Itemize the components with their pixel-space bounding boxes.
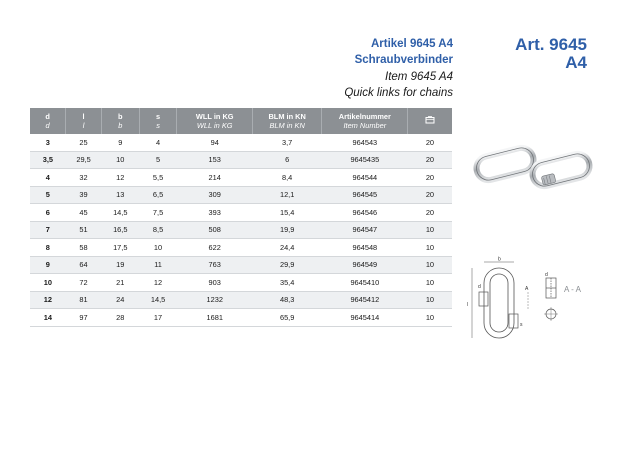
table-cell: 14,5 (101, 204, 139, 222)
table-cell: 6 (30, 204, 66, 222)
table-cell: 964548 (322, 239, 408, 257)
table-cell: 10 (408, 221, 452, 239)
table-cell: 508 (177, 221, 253, 239)
table-cell: 9645412 (322, 291, 408, 309)
col-header-wll: WLL in KG WLL in KG (177, 108, 253, 134)
table-cell: 5,5 (139, 169, 177, 187)
table-cell: 97 (66, 309, 102, 327)
table-cell: 7 (30, 221, 66, 239)
quick-link-left (474, 145, 536, 182)
table-cell: 39 (66, 186, 102, 204)
col-header-l: l l (66, 108, 102, 134)
table-cell: 51 (66, 221, 102, 239)
table-cell: 12 (139, 274, 177, 292)
col-header-d: d d (30, 108, 66, 134)
table-cell: 14 (30, 309, 66, 327)
table-cell: 214 (177, 169, 253, 187)
table-cell: 5 (139, 151, 177, 169)
table-cell: 9645414 (322, 309, 408, 327)
table-cell: 964546 (322, 204, 408, 222)
dim-l-label: l (467, 302, 469, 308)
link-front-view (479, 268, 518, 338)
table-cell: 964544 (322, 169, 408, 187)
technical-drawing (462, 256, 612, 348)
detail-dim-d-label: d (545, 272, 548, 278)
table-cell: 24,4 (253, 239, 322, 257)
table-cell: 20 (408, 186, 452, 204)
spec-table (30, 108, 452, 327)
table-cell: 7,5 (139, 204, 177, 222)
package-icon (425, 116, 435, 124)
table-row (30, 239, 452, 257)
article-number-line2: A4 (565, 53, 587, 72)
table-cell: 20 (408, 204, 452, 222)
table-cell: 9645435 (322, 151, 408, 169)
title-de (355, 36, 453, 68)
col-header-blm: BLM in KN BLM in KN (253, 108, 322, 134)
table-cell: 4 (30, 169, 66, 187)
table-cell: 964549 (322, 256, 408, 274)
table-cell: 14,5 (139, 291, 177, 309)
col-header-b: b b (101, 108, 139, 134)
table-cell: 21 (101, 274, 139, 292)
table-cell: 6,5 (139, 186, 177, 204)
table-cell: 964547 (322, 221, 408, 239)
table-cell: 12 (101, 169, 139, 187)
table-cell: 1232 (177, 291, 253, 309)
table-cell: 763 (177, 256, 253, 274)
quick-link-right (530, 151, 592, 188)
table-cell: 81 (66, 291, 102, 309)
table-cell: 11 (139, 256, 177, 274)
title-de-line2: Schraubverbinder (354, 54, 453, 66)
title-en-line2: Quick links for chains (344, 87, 453, 99)
table-cell: 6 (253, 151, 322, 169)
table-cell: 15,4 (253, 204, 322, 222)
col-header-s: s s (139, 108, 177, 134)
table-cell: 10 (408, 309, 452, 327)
article-number-line1: Art. 9645 (515, 35, 587, 54)
table-cell: 16,5 (101, 221, 139, 239)
table-cell: 4 (139, 134, 177, 151)
table-cell: 32 (66, 169, 102, 187)
table-row (30, 256, 452, 274)
dim-d-label: d (478, 284, 481, 290)
table-cell: 9 (30, 256, 66, 274)
table-cell: 3,7 (253, 134, 322, 151)
table-cell: 3 (30, 134, 66, 151)
table-cell: 5 (30, 186, 66, 204)
table-cell: 10 (30, 274, 66, 292)
table-cell: 622 (177, 239, 253, 257)
dim-s-label: s (520, 322, 523, 328)
table-cell: 20 (408, 151, 452, 169)
table-cell: 65,9 (253, 309, 322, 327)
table-cell: 17 (139, 309, 177, 327)
table-cell: 8,5 (139, 221, 177, 239)
table-cell: 10 (408, 239, 452, 257)
table-row (30, 309, 452, 327)
table-row (30, 186, 452, 204)
product-photo (470, 140, 600, 200)
table-cell: 10 (139, 239, 177, 257)
table-cell: 393 (177, 204, 253, 222)
table-cell: 8 (30, 239, 66, 257)
table-cell: 45 (66, 204, 102, 222)
section-label: A - A (564, 285, 581, 294)
dim-b-label: b (498, 256, 501, 263)
section-marker: A (525, 286, 529, 292)
table-row (30, 291, 452, 309)
section-detail (544, 278, 558, 321)
table-cell: 153 (177, 151, 253, 169)
table-row (30, 274, 452, 292)
table-cell: 20 (408, 134, 452, 151)
table-cell: 13 (101, 186, 139, 204)
table-cell: 25 (66, 134, 102, 151)
table-row (30, 134, 452, 151)
table-cell: 1681 (177, 309, 253, 327)
table-cell: 58 (66, 239, 102, 257)
table-cell: 29,9 (253, 256, 322, 274)
table-cell: 72 (66, 274, 102, 292)
table-cell: 29,5 (66, 151, 102, 169)
table-cell: 10 (101, 151, 139, 169)
table-cell: 10 (408, 291, 452, 309)
table-cell: 12 (30, 291, 66, 309)
table-cell: 3,5 (30, 151, 66, 169)
title-de-line1: Artikel 9645 A4 (370, 38, 453, 50)
table-cell: 964543 (322, 134, 408, 151)
table-row (30, 169, 452, 187)
table-cell: 9 (101, 134, 139, 151)
table-cell: 10 (408, 274, 452, 292)
table-row (30, 204, 452, 222)
table-cell: 19,9 (253, 221, 322, 239)
table-cell: 19 (101, 256, 139, 274)
table-cell: 20 (408, 169, 452, 187)
col-header-article: Artikelnummer Item Number (322, 108, 408, 134)
table-cell: 964545 (322, 186, 408, 204)
title-en-line1: Item 9645 A4 (385, 71, 453, 83)
table-row (30, 151, 452, 169)
table-cell: 94 (177, 134, 253, 151)
table-cell: 35,4 (253, 274, 322, 292)
table-cell: 24 (101, 291, 139, 309)
table-cell: 309 (177, 186, 253, 204)
table-cell: 9645410 (322, 274, 408, 292)
table-row (30, 221, 452, 239)
table-cell: 903 (177, 274, 253, 292)
table-header-row (30, 108, 452, 134)
article-number (515, 36, 587, 72)
table-cell: 64 (66, 256, 102, 274)
table-cell: 48,3 (253, 291, 322, 309)
table-cell: 28 (101, 309, 139, 327)
table-cell: 12,1 (253, 186, 322, 204)
table-cell: 10 (408, 256, 452, 274)
table-cell: 8,4 (253, 169, 322, 187)
col-header-package (408, 108, 452, 134)
title-en (344, 69, 453, 101)
table-cell: 17,5 (101, 239, 139, 257)
